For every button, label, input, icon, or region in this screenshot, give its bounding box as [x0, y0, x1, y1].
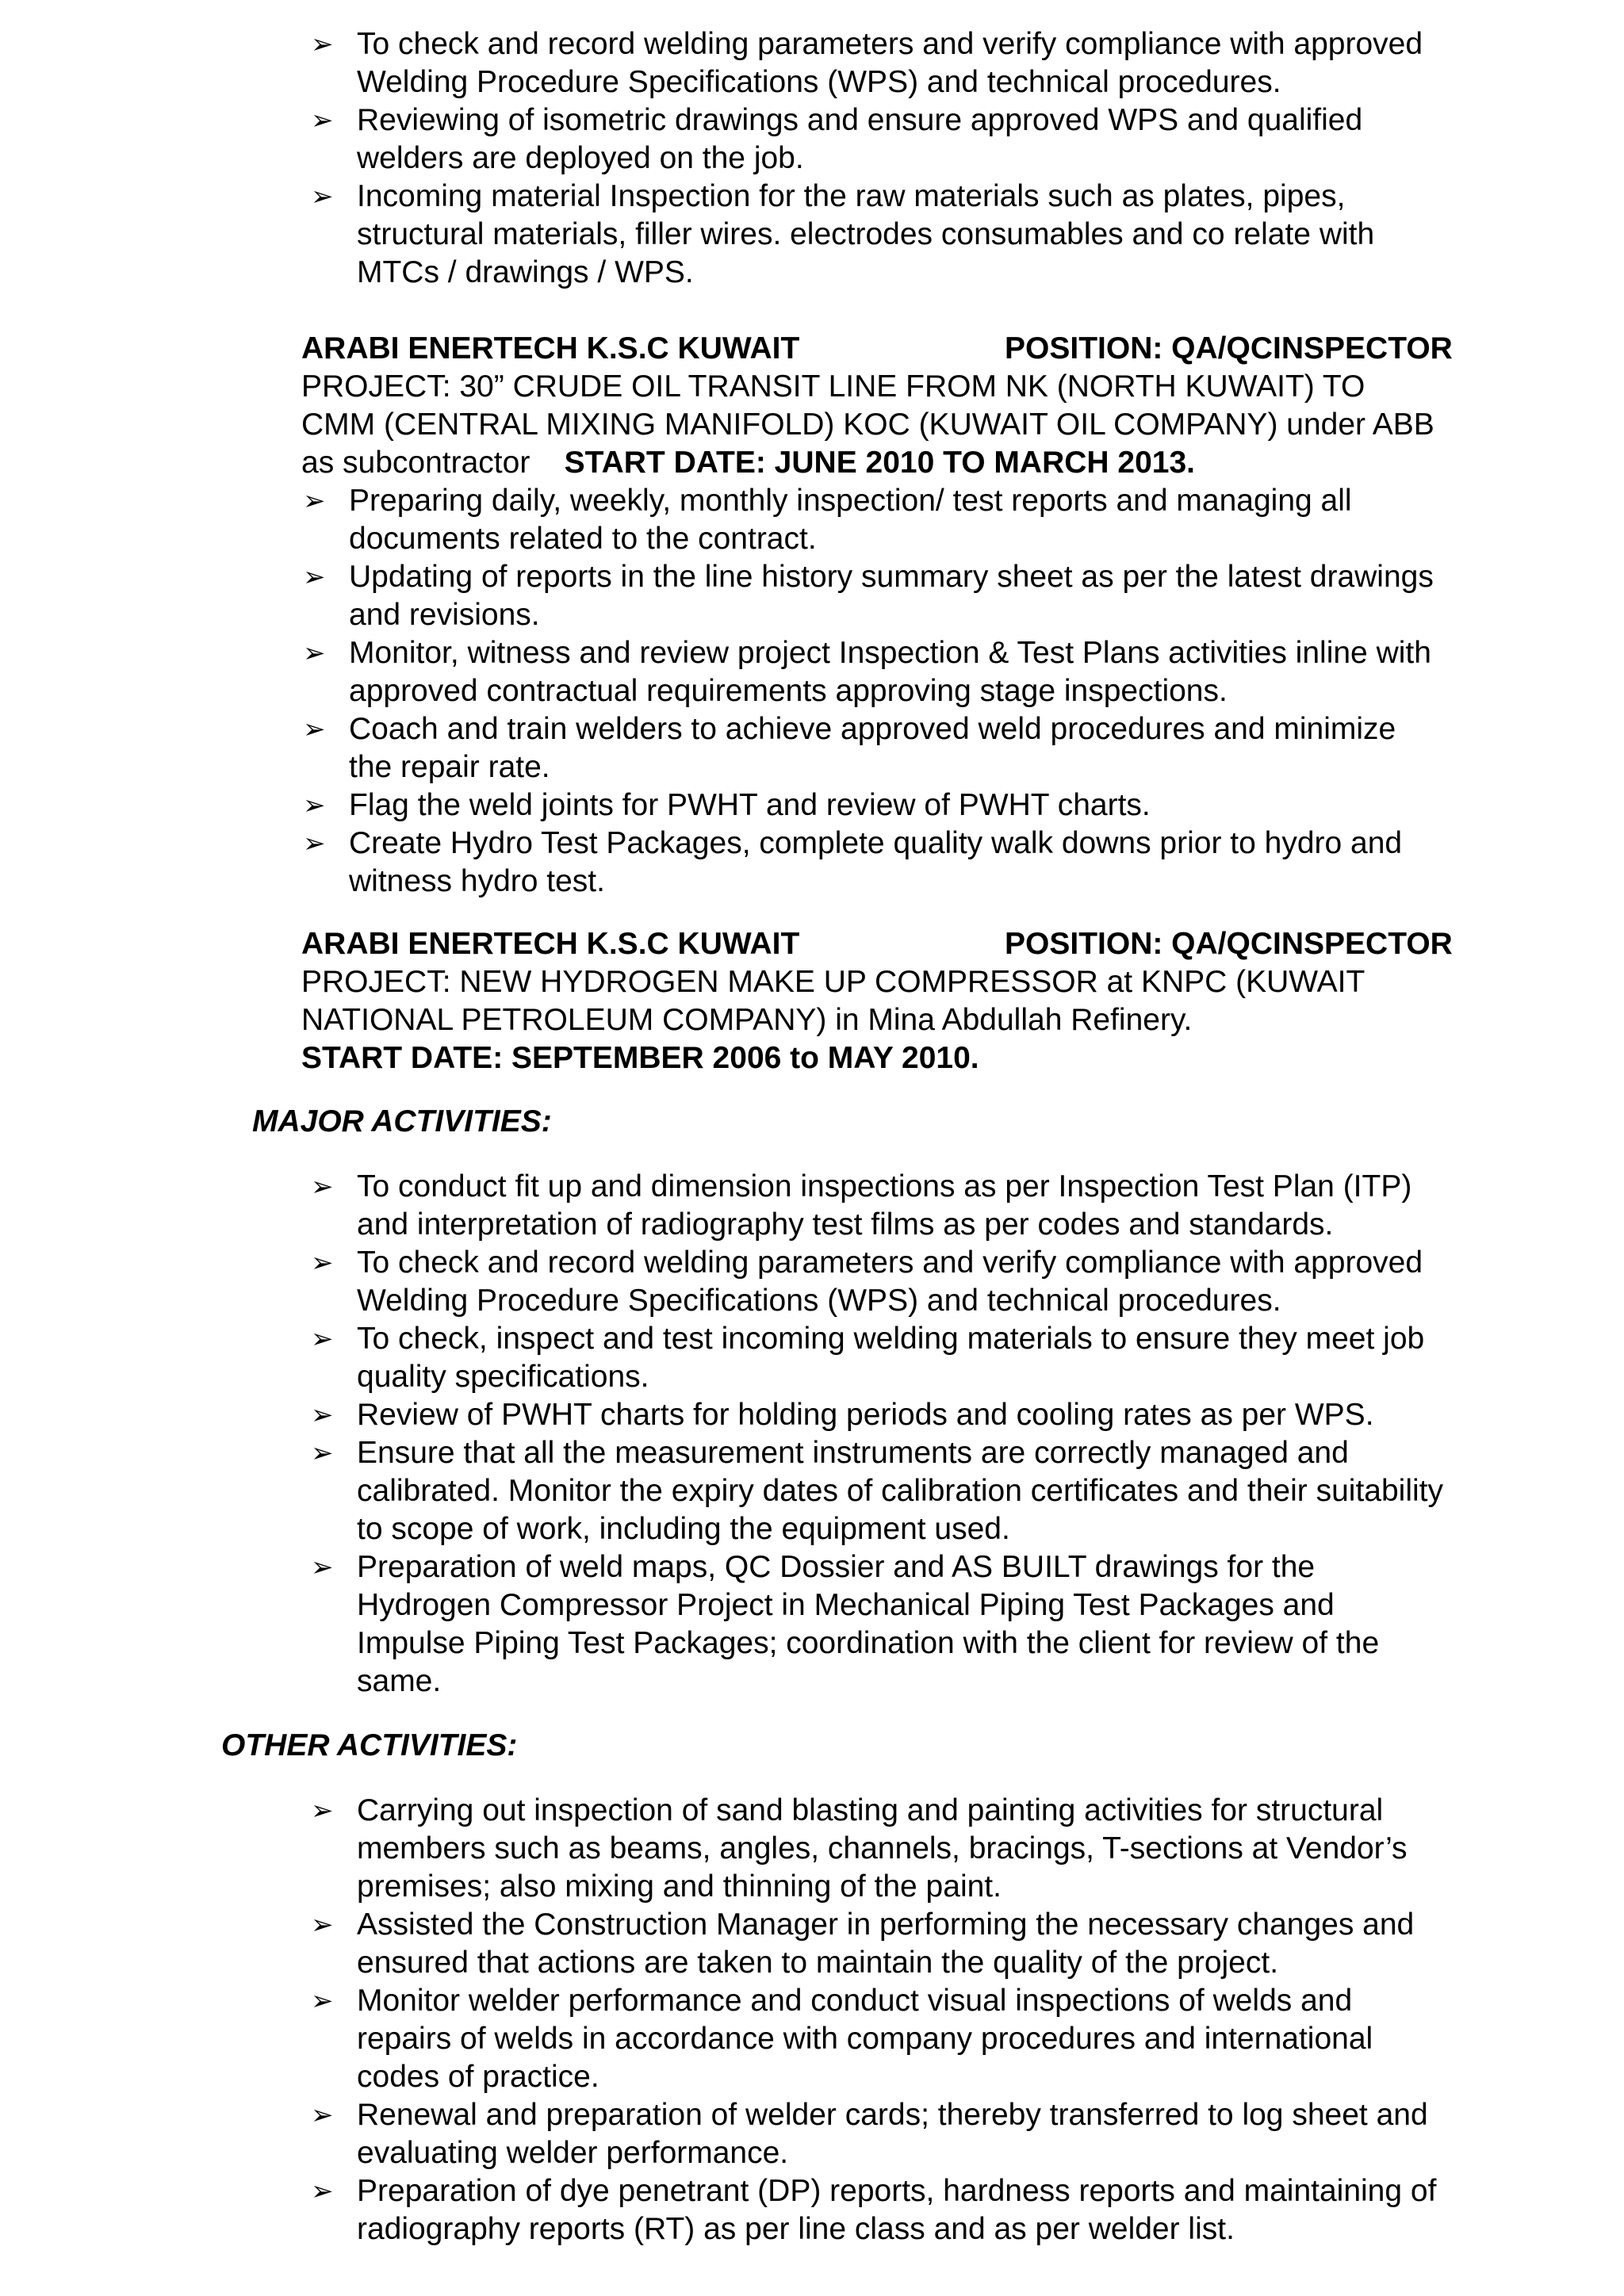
- bullet-item: [311, 2172, 1602, 2248]
- bullet-line: Preparation of weld maps, QC Dossier and AS BUILT drawings for the: [357, 1550, 1316, 1584]
- job1-project-line-1: PROJECT: 30” CRUDE OIL TRANSIT LINE FROM NK (NORTH KUWAIT) TO: [301, 369, 1365, 404]
- bullet-line: witness hydro test.: [349, 864, 605, 898]
- bullet-line: Preparation of dye penetrant (DP) reports, hardness reports and maintaining of: [357, 2174, 1437, 2208]
- major-activities-heading: MAJOR ACTIVITIES:: [252, 1104, 552, 1138]
- arrow-bullet-icon: ➢: [311, 181, 334, 212]
- bullet-line: Impulse Piping Test Packages; coordination with the client for review of the: [357, 1626, 1380, 1660]
- bullet-line: approved contractual requirements approving stage inspections.: [349, 674, 1228, 708]
- other-bullet-list: [311, 1792, 1602, 2248]
- arrow-bullet-icon: ➢: [303, 828, 326, 859]
- bullet-item: [303, 786, 1602, 825]
- job1-position: POSITION: QA/QCINSPECTOR: [1005, 331, 1453, 365]
- bullet-line: Monitor, witness and review project Inspection & Test Plans activities inline with: [349, 636, 1431, 670]
- arrow-bullet-icon: ➢: [311, 1985, 334, 2017]
- bullet-line: and revisions.: [349, 598, 540, 632]
- bullet-line: radiography reports (RT) as per line class and as per welder list.: [357, 2212, 1235, 2246]
- bullet-line: Incoming material Inspection for the raw materials such as plates, pipes,: [357, 179, 1346, 213]
- job1-section: [301, 330, 1602, 482]
- job2-start-date: START DATE: SEPTEMBER 2006 to MAY 2010.: [301, 1041, 979, 1075]
- bullet-item: [311, 1244, 1602, 1320]
- job2-project-line-1: PROJECT: NEW HYDROGEN MAKE UP COMPRESSOR at KNPC (KUWAIT: [301, 965, 1365, 999]
- bullet-item: [311, 1906, 1602, 1982]
- arrow-bullet-icon: ➢: [311, 1552, 334, 1583]
- bullet-line: Renewal and preparation of welder cards; thereby transferred to log sheet and: [357, 2098, 1428, 2132]
- arrow-bullet-icon: ➢: [311, 105, 334, 136]
- bullet-line: Coach and train welders to achieve approved weld procedures and minimize: [349, 712, 1396, 746]
- bullet-item: [311, 101, 1594, 178]
- bullet-item: [311, 1982, 1602, 2096]
- bullet-line: To check and record welding parameters and verify compliance with approved: [357, 27, 1423, 61]
- arrow-bullet-icon: ➢: [311, 2099, 334, 2131]
- bullet-item: [311, 1434, 1602, 1548]
- arrow-bullet-icon: ➢: [303, 714, 326, 745]
- bullet-line: To check and record welding parameters and verify compliance with approved: [357, 1246, 1423, 1280]
- bullet-item: [311, 1792, 1602, 1906]
- bullet-line: To conduct fit up and dimension inspections as per Inspection Test Plan (ITP): [357, 1169, 1412, 1203]
- arrow-bullet-icon: ➢: [311, 1399, 334, 1431]
- job1-project-line-2: CMM (CENTRAL MIXING MANIFOLD) KOC (KUWAIT OIL COMPANY) under ABB: [301, 408, 1434, 442]
- arrow-bullet-icon: ➢: [311, 1437, 334, 1469]
- major-bullet-list: [311, 1168, 1602, 1701]
- other-activities-heading: OTHER ACTIVITIES:: [221, 1728, 518, 1762]
- arrow-bullet-icon: ➢: [311, 1795, 334, 1827]
- bullet-line: MTCs / drawings / WPS.: [357, 255, 694, 289]
- bullet-line: Monitor welder performance and conduct visual inspections of welds and: [357, 1984, 1353, 2018]
- bullet-line: same.: [357, 1664, 442, 1698]
- bullet-line: Create Hydro Test Packages, complete quality walk downs prior to hydro and: [349, 826, 1403, 860]
- job1-bullets-section: [303, 482, 1602, 901]
- bullet-line: the repair rate.: [349, 750, 550, 784]
- other-bullets-section: [311, 1792, 1602, 2248]
- top-bullets-section: [311, 25, 1594, 292]
- bullet-line: calibrated. Monitor the expiry dates of calibration certificates and their suitability: [357, 1474, 1444, 1508]
- bullet-line: premises; also mixing and thinning of the paint.: [357, 1869, 1002, 1904]
- bullet-item: [303, 558, 1602, 634]
- bullet-line: documents related to the contract.: [349, 522, 817, 556]
- bullet-item: [303, 482, 1602, 558]
- bullet-line: codes of practice.: [357, 2060, 599, 2094]
- job1-header: [301, 330, 1602, 368]
- bullet-line: Welding Procedure Specifications (WPS) and technical procedures.: [357, 65, 1281, 99]
- bullet-line: structural materials, filler wires. electrodes consumables and co relate with: [357, 217, 1375, 251]
- arrow-bullet-icon: ➢: [311, 1247, 334, 1279]
- bullet-item: [303, 825, 1602, 901]
- bullet-line: and interpretation of radiography test films as per codes and standards.: [357, 1207, 1334, 1242]
- bullet-line: Updating of reports in the line history summary sheet as per the latest drawings: [349, 560, 1434, 594]
- arrow-bullet-icon: ➢: [303, 790, 326, 821]
- bullet-item: [303, 710, 1602, 786]
- bullet-line: to scope of work, including the equipment used.: [357, 1512, 1010, 1546]
- job1-project-tail: as subcontractor: [301, 446, 530, 480]
- bullet-item: [311, 1320, 1602, 1396]
- arrow-bullet-icon: ➢: [303, 485, 326, 517]
- bullet-line: Reviewing of isometric drawings and ensure approved WPS and qualified: [357, 103, 1363, 137]
- bullet-item: [311, 1168, 1602, 1244]
- bullet-line: Ensure that all the measurement instruments are correctly managed and: [357, 1436, 1349, 1470]
- bullet-line: quality specifications.: [357, 1360, 649, 1394]
- bullet-line: Assisted the Construction Manager in performing the necessary changes and: [357, 1908, 1415, 1942]
- bullet-item: [311, 178, 1594, 292]
- bullet-line: Carrying out inspection of sand blasting and painting activities for structural: [357, 1793, 1384, 1827]
- arrow-bullet-icon: ➢: [311, 29, 334, 60]
- bullet-line: To check, inspect and test incoming welding materials to ensure they meet job: [357, 1322, 1425, 1356]
- major-bullets-section: [311, 1168, 1602, 1701]
- bullet-line: members such as beams, angles, channels, bracings, T-sections at Vendor’s: [357, 1831, 1408, 1866]
- arrow-bullet-icon: ➢: [311, 2175, 334, 2207]
- arrow-bullet-icon: ➢: [303, 561, 326, 593]
- arrow-bullet-icon: ➢: [311, 1323, 334, 1355]
- job1-bullet-list: [303, 482, 1602, 901]
- job1-project-tail-row: [301, 444, 1602, 482]
- job1-company: ARABI ENERTECH K.S.C KUWAIT: [301, 331, 800, 365]
- job2-header: [301, 925, 1602, 963]
- job2-section: [301, 925, 1602, 1077]
- job1-start-date: START DATE: JUNE 2010 TO MARCH 2013.: [564, 446, 1196, 480]
- bullet-line: repairs of welds in accordance with company procedures and international: [357, 2022, 1373, 2056]
- bullet-item: [311, 1548, 1602, 1701]
- bullet-line: Preparing daily, weekly, monthly inspection/ test reports and managing all: [349, 484, 1352, 518]
- bullet-line: Welding Procedure Specifications (WPS) and technical procedures.: [357, 1284, 1281, 1318]
- bullet-item: [311, 1396, 1602, 1434]
- arrow-bullet-icon: ➢: [303, 637, 326, 669]
- bullet-line: Hydrogen Compressor Project in Mechanical Piping Test Packages and: [357, 1588, 1335, 1622]
- bullet-line: Review of PWHT charts for holding periods and cooling rates as per WPS.: [357, 1398, 1374, 1432]
- job2-position: POSITION: QA/QCINSPECTOR: [1005, 927, 1453, 961]
- bullet-item: [311, 25, 1594, 101]
- job2-company: ARABI ENERTECH K.S.C KUWAIT: [301, 927, 800, 961]
- top-bullet-list: [311, 25, 1594, 292]
- bullet-line: ensured that actions are taken to maintain the quality of the project.: [357, 1946, 1279, 1980]
- bullet-line: Flag the weld joints for PWHT and review of PWHT charts.: [349, 788, 1151, 822]
- bullet-line: welders are deployed on the job.: [357, 141, 804, 175]
- arrow-bullet-icon: ➢: [311, 1909, 334, 1941]
- bullet-line: evaluating welder performance.: [357, 2136, 789, 2170]
- bullet-item: [303, 634, 1602, 710]
- arrow-bullet-icon: ➢: [311, 1171, 334, 1203]
- job2-project-line-2: NATIONAL PETROLEUM COMPANY) in Mina Abdullah Refinery.: [301, 1003, 1193, 1037]
- bullet-item: [311, 2096, 1602, 2172]
